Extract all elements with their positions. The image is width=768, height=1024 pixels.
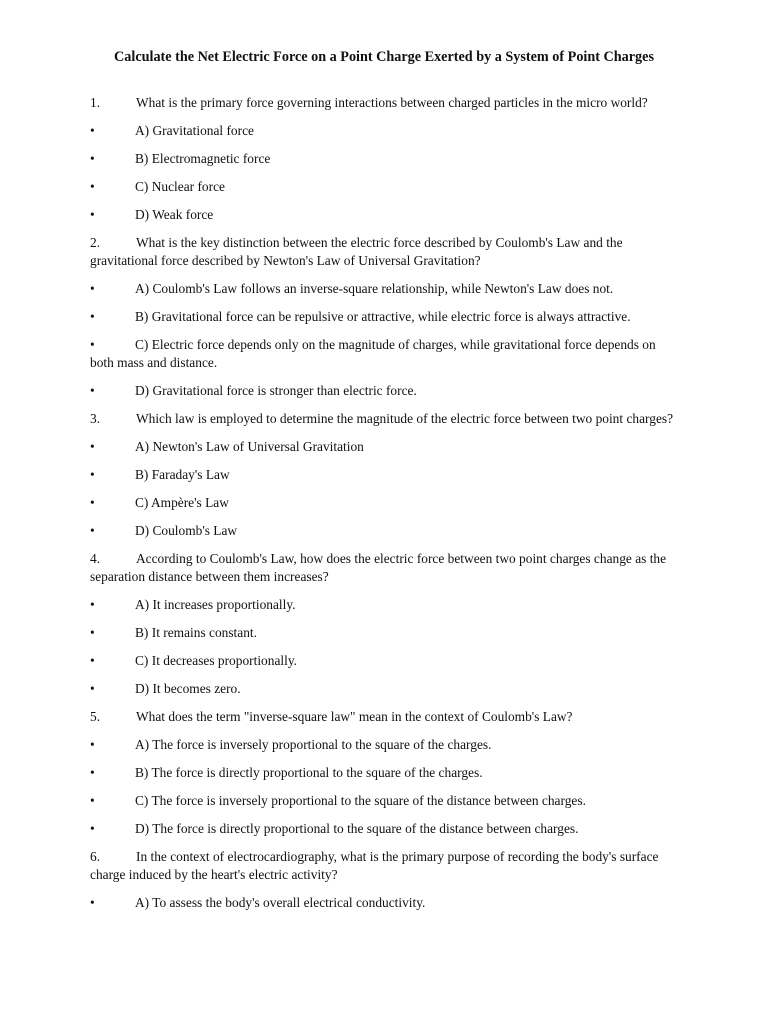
answer-option-text: A) The force is inversely proportional to the square of the charges. — [135, 737, 492, 752]
answer-option — [90, 736, 678, 754]
question-1 — [90, 94, 678, 112]
answer-option-text: A) It increases proportionally. — [135, 597, 296, 612]
question-text: Which law is employed to determine the magnitude of the electric force between two point charges? — [136, 411, 674, 426]
bullet-icon: • — [90, 821, 95, 836]
page-title: Calculate the Net Electric Force on a Point Charge Exerted by a System of Point Charges — [114, 49, 654, 65]
question-number: 6. — [90, 849, 101, 864]
bullet-icon: • — [90, 523, 95, 538]
answer-option-text: B) It remains constant. — [135, 625, 257, 640]
answer-option-text: C) It decreases proportionally. — [135, 653, 297, 668]
answer-option — [90, 206, 678, 224]
bullet-icon: • — [90, 383, 95, 398]
answer-option-text: D) Gravitational force is stronger than electric force. — [135, 383, 417, 398]
answer-option-text: D) The force is directly proportional to the square of the distance between charges. — [135, 821, 579, 836]
bullet-icon: • — [90, 309, 95, 324]
question-text: What is the primary force governing interactions between charged particles in the micro world? — [136, 95, 648, 110]
bullet-icon: • — [90, 793, 95, 808]
answer-option — [90, 178, 678, 196]
question-number: 2. — [90, 235, 101, 250]
bullet-icon: • — [90, 625, 95, 640]
bullet-icon: • — [90, 681, 95, 696]
bullet-icon: • — [90, 281, 95, 296]
answer-option-text: C) Nuclear force — [135, 179, 225, 194]
bullet-icon: • — [90, 765, 95, 780]
question-text: What does the term "inverse-square law" mean in the context of Coulomb's Law? — [136, 709, 573, 724]
answer-option — [90, 820, 678, 838]
bullet-icon: • — [90, 737, 95, 752]
bullet-icon: • — [90, 179, 95, 194]
question-list — [90, 94, 678, 912]
bullet-icon: • — [90, 123, 95, 138]
answer-option — [90, 494, 678, 512]
question-5 — [90, 708, 678, 726]
answer-option-text: C) Electric force depends only on the magnitude of charges, while gravitational force depends on both mass and distance. — [90, 337, 656, 370]
bullet-icon: • — [90, 207, 95, 222]
question-text: In the context of electrocardiography, what is the primary purpose of recording the body's surface charge induced by the heart's electric activity? — [90, 849, 659, 882]
bullet-icon: • — [90, 653, 95, 668]
answer-option-text: D) Coulomb's Law — [135, 523, 238, 538]
bullet-icon: • — [90, 467, 95, 482]
answer-option-text: D) Weak force — [135, 207, 214, 222]
answer-option-text: A) Gravitational force — [135, 123, 254, 138]
answer-option — [90, 308, 678, 326]
answer-option-text: B) Gravitational force can be repulsive or attractive, while electric force is always attractive. — [135, 309, 631, 324]
bullet-icon: • — [90, 495, 95, 510]
question-number: 5. — [90, 709, 101, 724]
answer-option — [90, 792, 678, 810]
answer-option — [90, 624, 678, 642]
answer-option — [90, 280, 678, 298]
answer-option-text: A) Coulomb's Law follows an inverse-square relationship, while Newton's Law does not. — [135, 281, 614, 296]
question-number: 4. — [90, 551, 101, 566]
answer-option — [90, 894, 678, 912]
question-2 — [90, 234, 678, 270]
answer-option — [90, 522, 678, 540]
question-6 — [90, 848, 678, 884]
answer-option — [90, 438, 678, 456]
question-number: 3. — [90, 411, 101, 426]
answer-option — [90, 764, 678, 782]
answer-option — [90, 382, 678, 400]
answer-option-text: A) To assess the body's overall electrical conductivity. — [135, 895, 426, 910]
answer-option — [90, 150, 678, 168]
question-number: 1. — [90, 95, 101, 110]
bullet-icon: • — [90, 895, 95, 910]
bullet-icon: • — [90, 151, 95, 166]
answer-option — [90, 596, 678, 614]
question-3 — [90, 410, 678, 428]
answer-option — [90, 336, 678, 372]
question-4 — [90, 550, 678, 586]
answer-option — [90, 652, 678, 670]
question-text: What is the key distinction between the electric force described by Coulomb's Law and the gravitational force described by Newton's Law of Universal Gravitation? — [90, 235, 623, 268]
answer-option-text: A) Newton's Law of Universal Gravitation — [135, 439, 364, 454]
question-text: According to Coulomb's Law, how does the electric force between two point charges change as the separation distance between them increases? — [90, 551, 667, 584]
answer-option-text: B) Faraday's Law — [135, 467, 230, 482]
bullet-icon: • — [90, 597, 95, 612]
answer-option-text: C) The force is inversely proportional to the square of the distance between charges. — [135, 793, 586, 808]
answer-option — [90, 466, 678, 484]
answer-option-text: B) Electromagnetic force — [135, 151, 271, 166]
answer-option — [90, 680, 678, 698]
answer-option-text: B) The force is directly proportional to the square of the charges. — [135, 765, 483, 780]
answer-option-text: C) Ampère's Law — [135, 495, 229, 510]
answer-option — [90, 122, 678, 140]
answer-option-text: D) It becomes zero. — [135, 681, 241, 696]
bullet-icon: • — [90, 439, 95, 454]
bullet-icon: • — [90, 337, 95, 352]
